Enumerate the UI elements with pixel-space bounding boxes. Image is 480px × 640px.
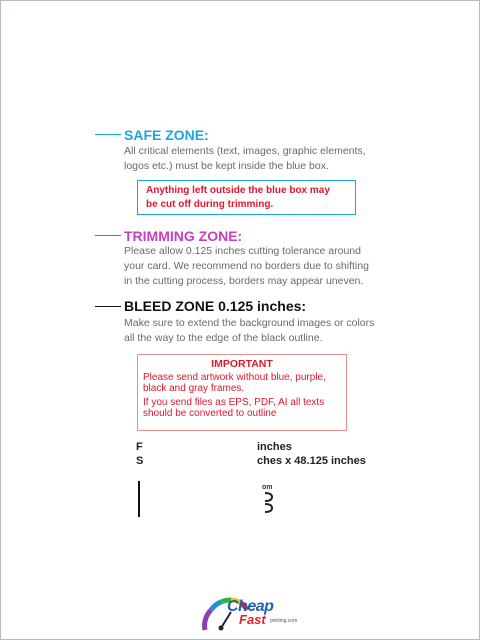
safe-zone-body-line: logos etc.) must be kept inside the blue box. [124,160,329,172]
spec-line-2-end: ches x 48.125 inches [257,455,366,467]
trimming-zone-body-line: your card. We recommend no borders due to shifting [124,260,369,272]
important-line: If you send files as EPS, PDF, AI all texts [143,397,325,408]
important-title: IMPORTANT [211,358,273,370]
bleed-zone-rule [95,306,121,307]
logo-suffix: printing.com [270,618,298,624]
bleed-zone-title: BLEED ZONE 0.125 inches: [124,298,307,314]
spec-line-2-start: S [136,455,144,467]
spec-line-1-start: F [136,441,143,453]
trimming-zone-body [124,244,369,289]
fragment-glyphs [262,491,276,515]
important-line: should be converted to outline [143,408,277,419]
fragment-text: om [262,484,273,491]
safe-zone-warning-box [137,180,356,215]
cheapfastprinting-logo [195,590,305,634]
important-box [137,354,347,431]
bleed-zone-body-line: all the way to the edge of the black outline. [124,332,323,344]
trimming-zone-title: TRIMMING ZONE: [124,228,243,244]
important-line: Please send artwork without blue, purple, [143,372,326,383]
logo-word-fast: Fast [239,612,266,627]
safe-zone-warning-line: Anything left outside the blue box may [146,185,330,196]
safe-zone-rule [95,134,121,135]
safe-zone-warning-line: be cut off during trimming. [146,199,274,210]
bleed-zone-body-line: Make sure to extend the background images or colors [124,317,375,329]
trimming-zone-body-line: Please allow 0.125 inches cutting tolerance around [124,245,361,257]
safe-zone-title: SAFE ZONE: [124,127,209,143]
trimming-zone-rule [95,235,121,236]
trimming-zone-body-line: in the cutting process, borders may appear uneven. [124,275,364,287]
logo-word-cheap: Cheap [227,598,274,615]
bleed-outline-fragment [138,481,140,517]
safe-zone-body-line: All critical elements (text, images, graphic elements, [124,145,366,157]
safe-zone-body [124,144,366,174]
spec-line-1-end: inches [257,441,292,453]
bleed-zone-body [124,316,374,346]
important-line: black and gray frames. [143,383,245,394]
